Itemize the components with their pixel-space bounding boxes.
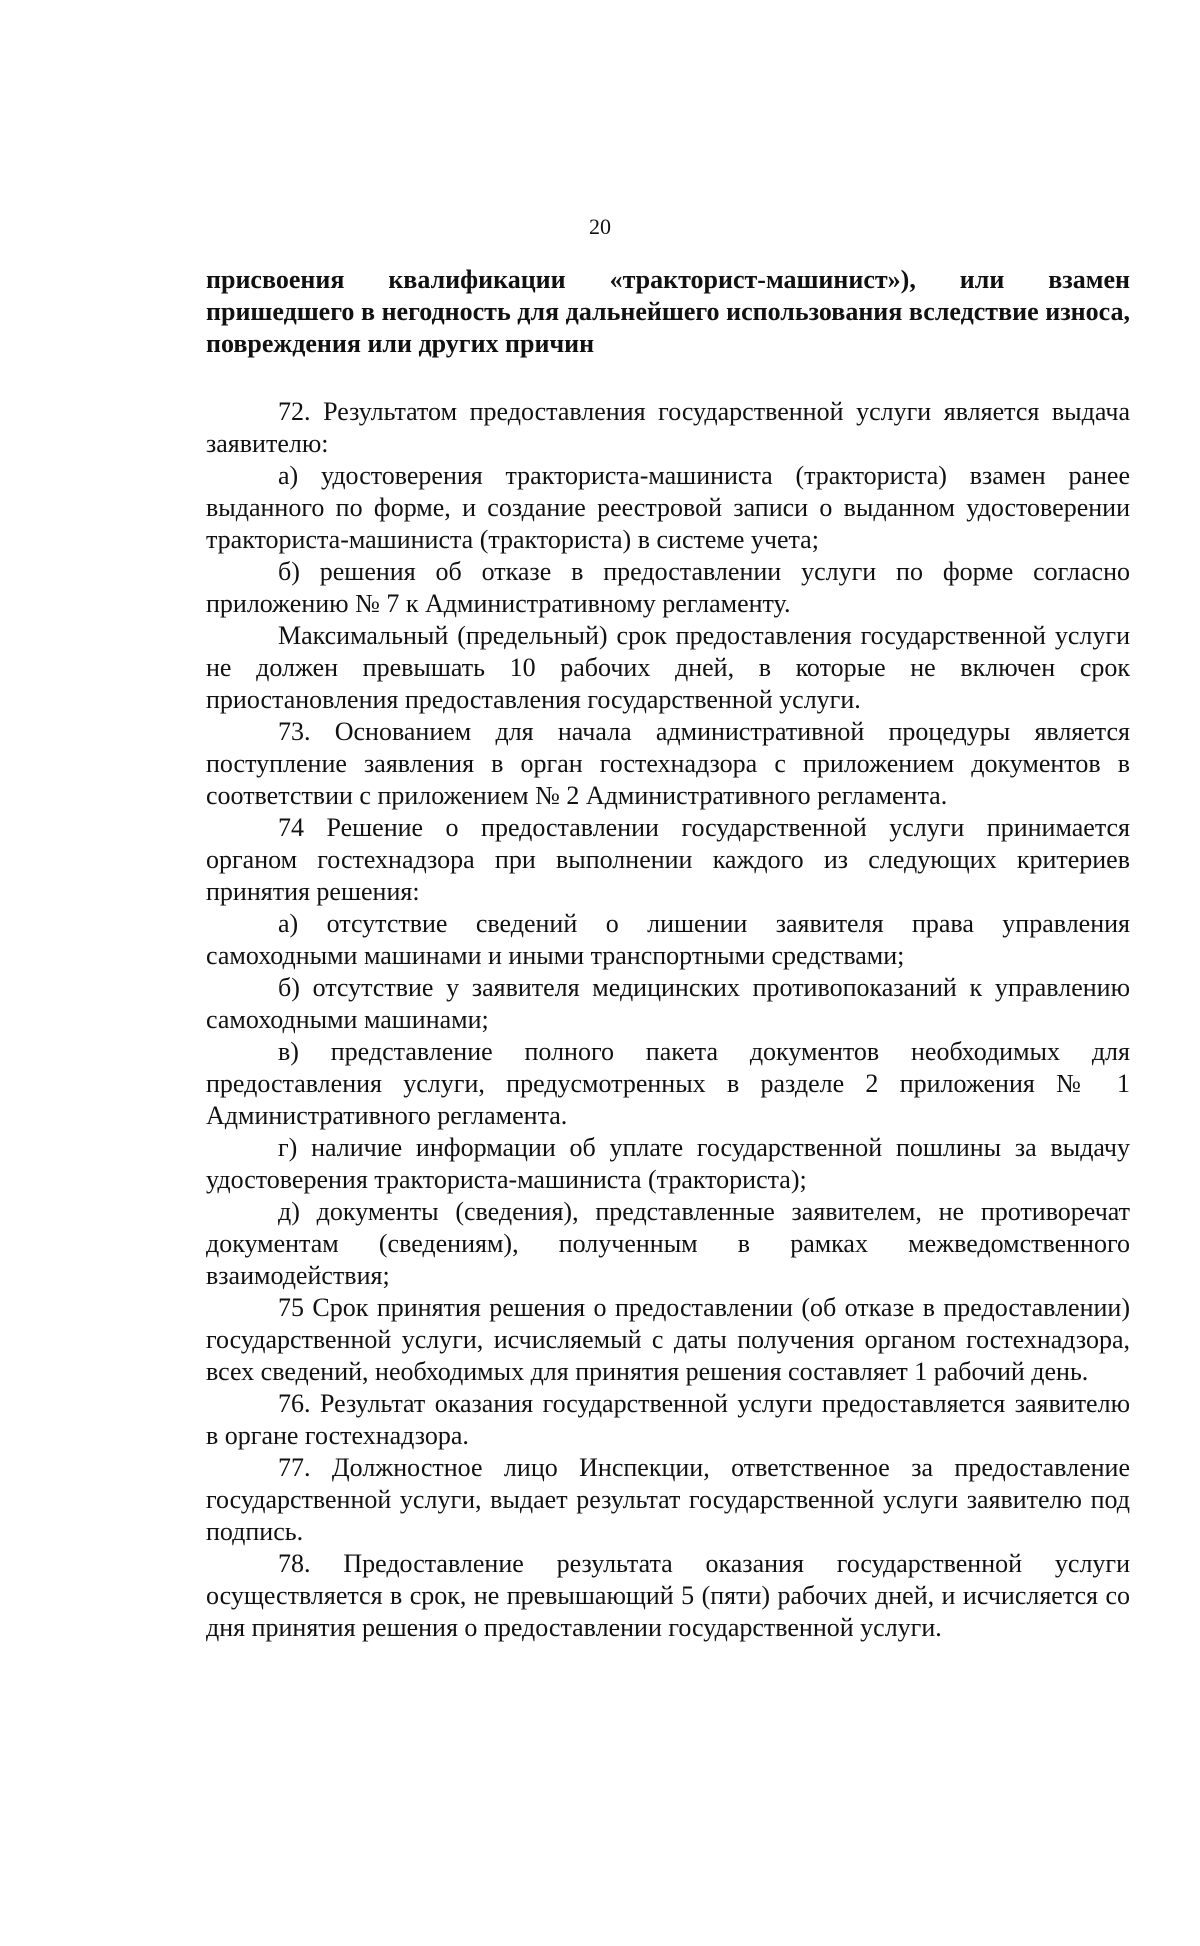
paragraph-78: 78. Предоставление результата оказания государственной услуги осуществляется в срок, не превышающий 5 (пяти) рабочих дней, и исчисляется со дня принятия решения о предоставлении государственной услуги. — [206, 1549, 1130, 1642]
paragraph-76: 76. Результат оказания государственной услуги предоставляется заявителю в органе гостехнадзора. — [206, 1389, 1130, 1450]
paragraph-72-a: а) удостоверения тракториста-машиниста (тракториста) взамен ранее выданного по форме, и создание реестровой записи о выданном удостоверении тракториста-машиниста (тракториста) в системе учета; — [206, 461, 1130, 554]
paragraph-75: 75 Срок принятия решения о предоставлении (об отказе в предоставлении) государственной услуги, исчисляемый с даты получения органом гостехнадзора, всех сведений, необходимых для принятия решения составляет 1 рабочий день. — [206, 1293, 1130, 1386]
paragraph-73: 73. Основанием для начала административной процедуры является поступление заявления в орган гостехнадзора с приложением документов в соответствии с приложением № 2 Административного регламента. — [206, 717, 1130, 810]
paragraph-max-term: Максимальный (предельный) срок предоставления государственной услуги не должен превышать 10 рабочих дней, в которые не включен срок приостановления предоставления государственной услуги. — [206, 621, 1130, 714]
paragraph-72: 72. Результатом предоставления государственной услуги является выдача заявителю: — [206, 397, 1130, 458]
paragraph-74-g: г) наличие информации об уплате государственной пошлины за выдачу удостоверения тракториста-машиниста (тракториста); — [206, 1133, 1130, 1194]
paragraph-74: 74 Решение о предоставлении государственной услуги принимается органом гостехнадзора при выполнении каждого из следующих критериев принятия решения: — [206, 813, 1130, 906]
page-number: 20 — [589, 214, 611, 239]
document-body — [206, 264, 1130, 1644]
section-heading: присвоения квалификации «тракторист-машинист»), или взамен пришедшего в негодность для дальнейшего использования вследствие износа, повреждения или других причин — [206, 265, 1130, 358]
paragraph-74-d: д) документы (сведения), представленные заявителем, не противоречат документам (сведениям), полученным в рамках межведомственного взаимодействия; — [206, 1197, 1130, 1290]
paragraph-72-b: б) решения об отказе в предоставлении услуги по форме согласно приложению № 7 к Административному регламенту. — [206, 557, 1130, 618]
paragraph-77: 77. Должностное лицо Инспекции, ответственное за предоставление государственной услуги, выдает результат государственной услуги заявителю под подпись. — [206, 1453, 1130, 1546]
paragraph-74-a: а) отсутствие сведений о лишении заявителя права управления самоходными машинами и иными транспортными средствами; — [206, 909, 1130, 970]
paragraph-74-v: в) представление полного пакета документов необходимых для предоставления услуги, предусмотренных в разделе 2 приложения № 1 Административного регламента. — [206, 1037, 1130, 1130]
paragraph-74-b: б) отсутствие у заявителя медицинских противопоказаний к управлению самоходными машинами; — [206, 973, 1130, 1034]
